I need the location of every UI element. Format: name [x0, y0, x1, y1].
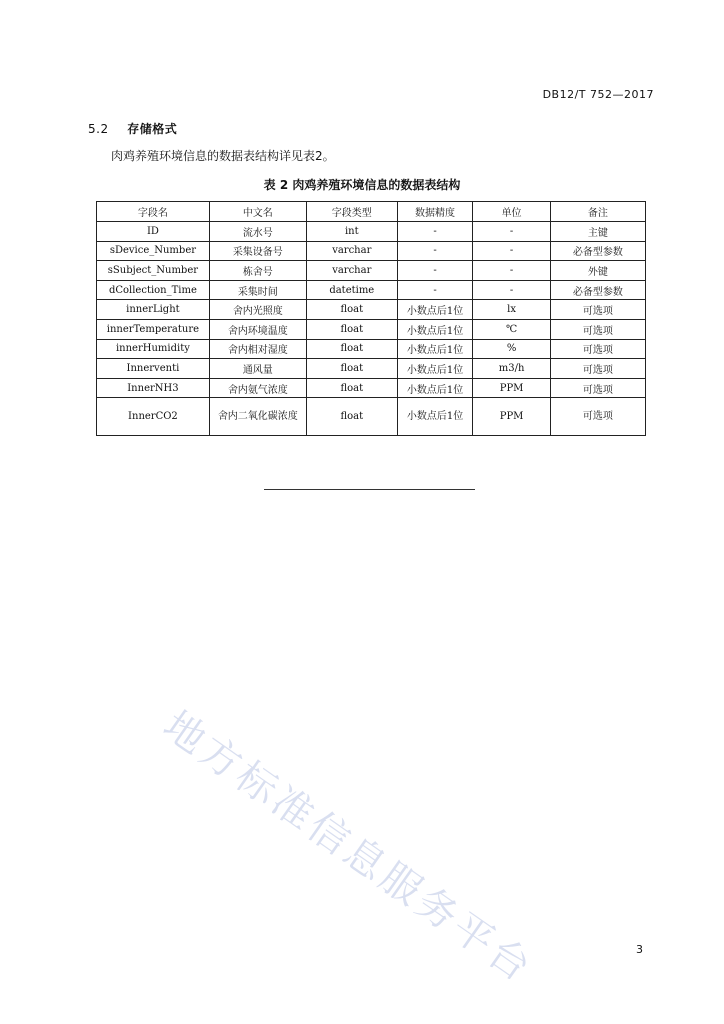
cell-chinese-name: 舍内光照度: [209, 300, 306, 320]
cell-unit: -: [473, 280, 551, 300]
cell-remark: 可选项: [550, 319, 645, 339]
cell-remark: 可选项: [550, 378, 645, 398]
cell-precision: 小数点后1位: [397, 398, 473, 436]
table-header-row: [97, 202, 646, 222]
table-row: [97, 222, 646, 242]
header-chinese-name: 中文名: [209, 202, 306, 222]
cell-field-type: int: [306, 222, 397, 242]
cell-unit: m3/h: [473, 359, 551, 379]
cell-precision: 小数点后1位: [397, 300, 473, 320]
cell-remark: 主键: [550, 222, 645, 242]
cell-precision: -: [397, 222, 473, 242]
cell-precision: -: [397, 280, 473, 300]
cell-precision: 小数点后1位: [397, 359, 473, 379]
cell-field-type: float: [306, 339, 397, 359]
cell-field-name: ID: [97, 222, 210, 242]
cell-unit: ℃: [473, 319, 551, 339]
cell-chinese-name: 流水号: [209, 222, 306, 242]
cell-precision: 小数点后1位: [397, 339, 473, 359]
table-row: [97, 319, 646, 339]
cell-chinese-name: 通风量: [209, 359, 306, 379]
cell-field-type: float: [306, 359, 397, 379]
cell-unit: lx: [473, 300, 551, 320]
section-heading: [88, 120, 177, 137]
cell-precision: 小数点后1位: [397, 378, 473, 398]
page-number: 3: [636, 943, 643, 956]
cell-unit: %: [473, 339, 551, 359]
section-intro: 肉鸡养殖环境信息的数据表结构详见表2。: [111, 149, 335, 163]
cell-unit: -: [473, 241, 551, 261]
cell-remark: 必备型参数: [550, 280, 645, 300]
cell-chinese-name: 舍内相对湿度: [209, 339, 306, 359]
cell-field-name: InnerNH3: [97, 378, 210, 398]
header-field-name: 字段名: [97, 202, 210, 222]
cell-field-name: innerHumidity: [97, 339, 210, 359]
cell-chinese-name: 采集设备号: [209, 241, 306, 261]
cell-precision: -: [397, 241, 473, 261]
table-row: [97, 398, 646, 436]
cell-field-name: dCollection_Time: [97, 280, 210, 300]
cell-unit: PPM: [473, 378, 551, 398]
cell-chinese-name: 栋舍号: [209, 261, 306, 281]
header-field-type: 字段类型: [306, 202, 397, 222]
table-row: [97, 241, 646, 261]
table-row: [97, 339, 646, 359]
cell-remark: 外键: [550, 261, 645, 281]
data-structure-table: [96, 201, 646, 436]
cell-field-name: innerTemperature: [97, 319, 210, 339]
cell-chinese-name: 舍内环境温度: [209, 319, 306, 339]
cell-remark: 可选项: [550, 300, 645, 320]
document-code: DB12/T 752—2017: [542, 88, 654, 101]
cell-field-type: datetime: [306, 280, 397, 300]
cell-field-type: float: [306, 398, 397, 436]
cell-field-name: Innerventi: [97, 359, 210, 379]
cell-remark: 可选项: [550, 359, 645, 379]
cell-field-name: sSubject_Number: [97, 261, 210, 281]
cell-field-name: sDevice_Number: [97, 241, 210, 261]
cell-field-type: float: [306, 378, 397, 398]
end-divider: [264, 489, 475, 490]
header-precision: 数据精度: [397, 202, 473, 222]
cell-chinese-name: 舍内二氧化碳浓度: [209, 398, 306, 436]
header-unit: 单位: [473, 202, 551, 222]
table-row: [97, 300, 646, 320]
cell-remark: 可选项: [550, 398, 645, 436]
section-title: 存储格式: [127, 122, 178, 136]
table-title: 表 2 肉鸡养殖环境信息的数据表结构: [263, 178, 461, 192]
cell-chinese-name: 舍内氨气浓度: [209, 378, 306, 398]
table-row: [97, 280, 646, 300]
table-row: [97, 378, 646, 398]
watermark: 地方标准信息服务平台: [154, 702, 542, 993]
header-remark: 备注: [550, 202, 645, 222]
cell-remark: 必备型参数: [550, 241, 645, 261]
cell-precision: 小数点后1位: [397, 319, 473, 339]
cell-field-type: float: [306, 300, 397, 320]
cell-unit: -: [473, 261, 551, 281]
cell-field-type: varchar: [306, 241, 397, 261]
section-number: 5.2: [88, 122, 109, 136]
cell-field-name: InnerCO2: [97, 398, 210, 436]
table-row: [97, 261, 646, 281]
cell-precision: -: [397, 261, 473, 281]
cell-chinese-name: 采集时间: [209, 280, 306, 300]
cell-field-name: innerLight: [97, 300, 210, 320]
cell-remark: 可选项: [550, 339, 645, 359]
cell-unit: -: [473, 222, 551, 242]
table-row: [97, 359, 646, 379]
cell-field-type: float: [306, 319, 397, 339]
cell-unit: PPM: [473, 398, 551, 436]
cell-field-type: varchar: [306, 261, 397, 281]
